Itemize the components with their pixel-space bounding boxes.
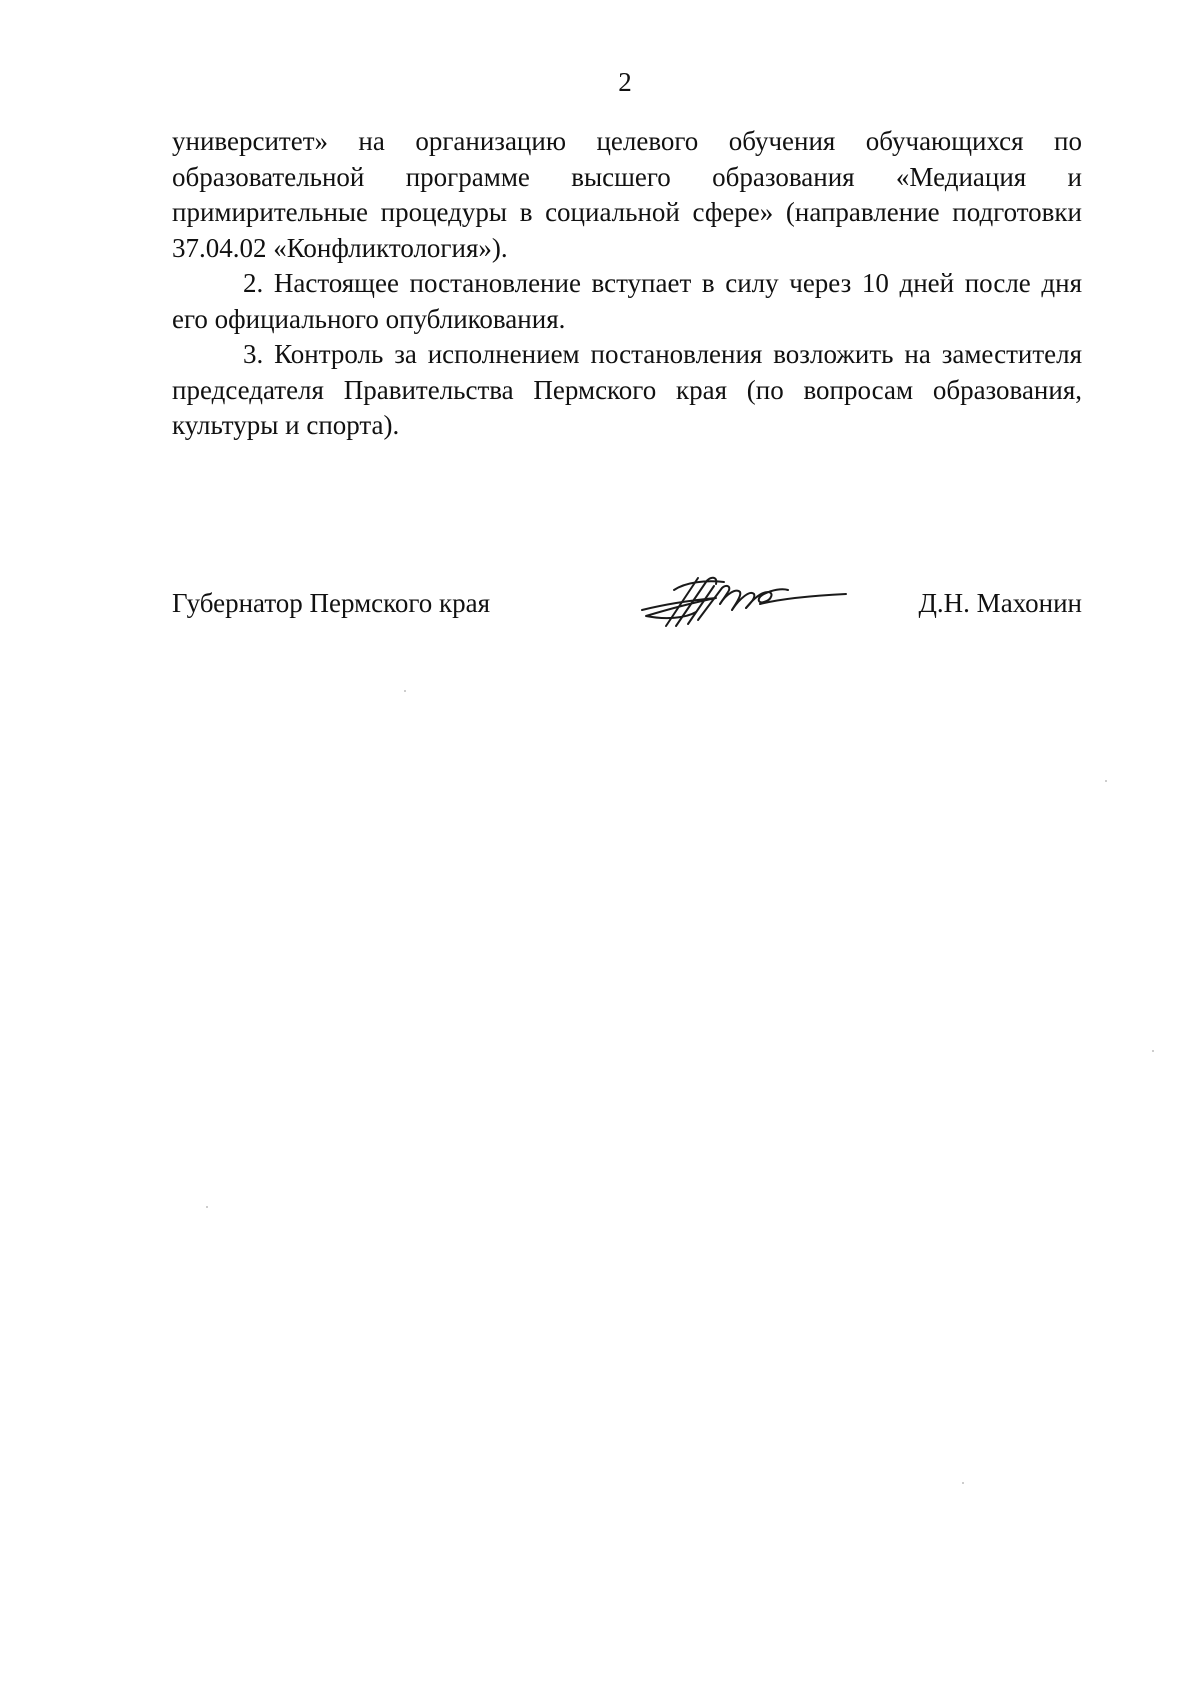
page-number: 2 [618, 67, 632, 97]
scan-speck [1105, 780, 1107, 782]
paragraph-3: 3. Контроль за исполнением постановления возложить на заместителя председателя Правительства Пермского края (по вопросам образования, культуры и спорта). [172, 339, 1082, 440]
scan-speck [962, 1482, 964, 1484]
signatory-title: Губернатор Пермского края [172, 588, 491, 618]
signature-block [172, 585, 1082, 625]
document-body [172, 124, 1082, 444]
scan-speck [1152, 1050, 1154, 1052]
handwritten-signature [636, 560, 856, 640]
paragraph-continuation: университет» на организацию целевого обучения обучающихся по образовательной программе высшего образования «Медиация и примирительные процедуры в социальной сфере» (направление подготовки 37.04.02 «Конфликтология»). [172, 126, 1082, 263]
scan-speck [206, 1206, 208, 1208]
signatory-name: Д.Н. Махонин [918, 588, 1082, 618]
scan-speck [404, 690, 406, 692]
paragraph-2: 2. Настоящее постановление вступает в силу через 10 дней после дня его официального опубликования. [172, 268, 1082, 334]
